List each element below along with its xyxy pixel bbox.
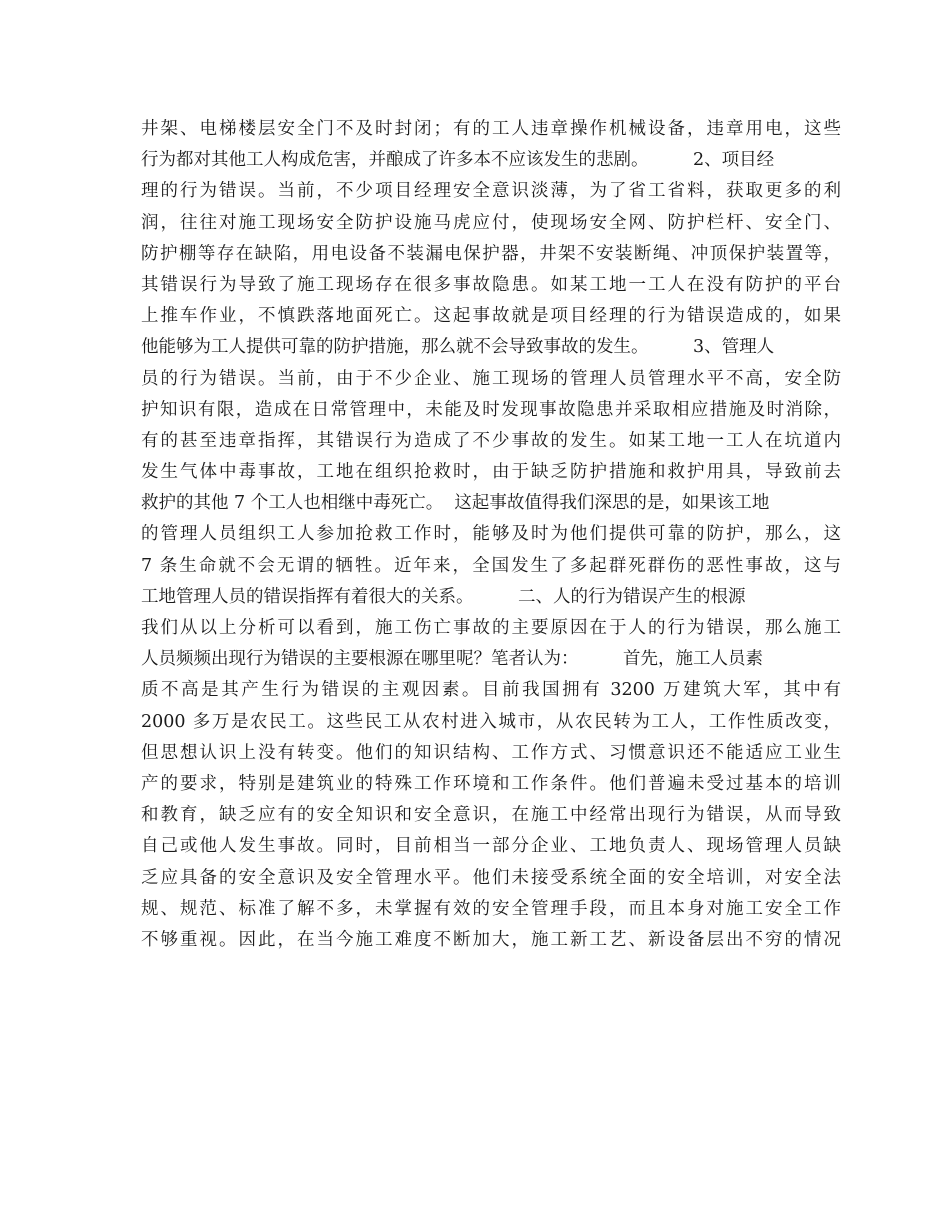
text-line: 理的行为错误。当前，不少项目经理安全意识淡薄，为了省工省料，获取更多的利 [141, 181, 841, 202]
text-line: 润，往往对施工现场安全防护设施马虎应付，使现场安全网、防护栏杆、安全门、 [141, 212, 841, 233]
text-line: 井架、电梯楼层安全门不及时封闭；有的工人违章操作机械设备，违章用电，这些 [141, 119, 841, 139]
text-line: 但思想认识上没有转变。他们的知识结构、工作方式、习惯意识还不能适应工业生 [141, 742, 841, 763]
text-line: 2000 多万是农民工。这些民工从农村进入城市，从农民转为工人，工作性质改变， [141, 711, 841, 732]
text-line: 的管理人员组织工人参加抢救工作时，能够及时为他们提供可靠的防护，那么，这 [141, 524, 841, 545]
text-line: 防护棚等存在缺陷，用电设备不装漏电保护器，井架不安装断绳、冲顶保护装置等， [141, 243, 841, 264]
text-line: 我们从以上分析可以看到，施工伤亡事故的主要原因在于人的行为错误，那么施工 [141, 618, 841, 638]
text-line: 发生气体中毒事故，工地在组织抢救时，由于缺乏防护措施和救护用具，导致前去 [141, 462, 841, 483]
text-line: 行为都对其他工人构成危害，并酿成了许多本不应该发生的悲剧。 2、项目经 [141, 150, 775, 171]
text-line: 其错误行为导致了施工现场存在很多事故隐患。如某工地一工人在没有防护的平台 [141, 274, 841, 295]
text-line: 护知识有限，造成在日常管理中，未能及时发现事故隐患并采取相应措施及时消除， [141, 399, 841, 420]
text-line: 工地管理人员的错误指挥有着很大的关系。 二、人的行为错误产生的根源 [141, 586, 746, 607]
text-line: 员的行为错误。当前，由于不少企业、施工现场的管理人员管理水平不高，安全防 [141, 368, 841, 389]
body-text [141, 114, 841, 956]
text-line: 人员频频出现行为错误的主要根源在哪里呢？笔者认为： 首先，施工人员素 [141, 649, 763, 670]
text-line: 不够重视。因此，在当今施工难度不断加大，施工新工艺、新设备层出不穷的情况 [141, 929, 841, 950]
text-line: 有的甚至违章指挥，其错误行为造成了不少事故的发生。如某工地一工人在坑道内 [141, 430, 841, 451]
text-line: 产的要求，特别是建筑业的特殊工作环境和工作条件。他们普遍未受过基本的培训 [141, 773, 841, 794]
text-line: 规、规范、标准了解不多，未掌握有效的安全管理手段，而且本身对施工安全工作 [141, 898, 841, 919]
text-line: 7 条生命就不会无谓的牺牲。近年来，全国发生了多起群死群伤的恶性事故，这与 [141, 555, 841, 576]
text-line: 自己或他人发生事故。同时，目前相当一部分企业、工地负责人、现场管理人员缺 [141, 836, 841, 857]
text-line: 上推车作业，不慎跌落地面死亡。这起事故就是项目经理的行为错误造成的，如果 [141, 306, 841, 327]
text-line: 他能够为工人提供可靠的防护措施，那么就不会导致事故的发生。 3、管理人 [141, 337, 775, 358]
text-line: 救护的其他 7 个工人也相继中毒死亡。 这起事故值得我们深思的是，如果该工地 [141, 493, 770, 514]
text-line: 和教育，缺乏应有的安全知识和安全意识，在施工中经常出现行为错误，从而导致 [141, 805, 841, 826]
text-line: 质不高是其产生行为错误的主观因素。目前我国拥有 3200 万建筑大军，其中有 [141, 680, 841, 701]
text-line: 乏应具备的安全意识及安全管理水平。他们未接受系统全面的安全培训，对安全法 [141, 867, 841, 888]
